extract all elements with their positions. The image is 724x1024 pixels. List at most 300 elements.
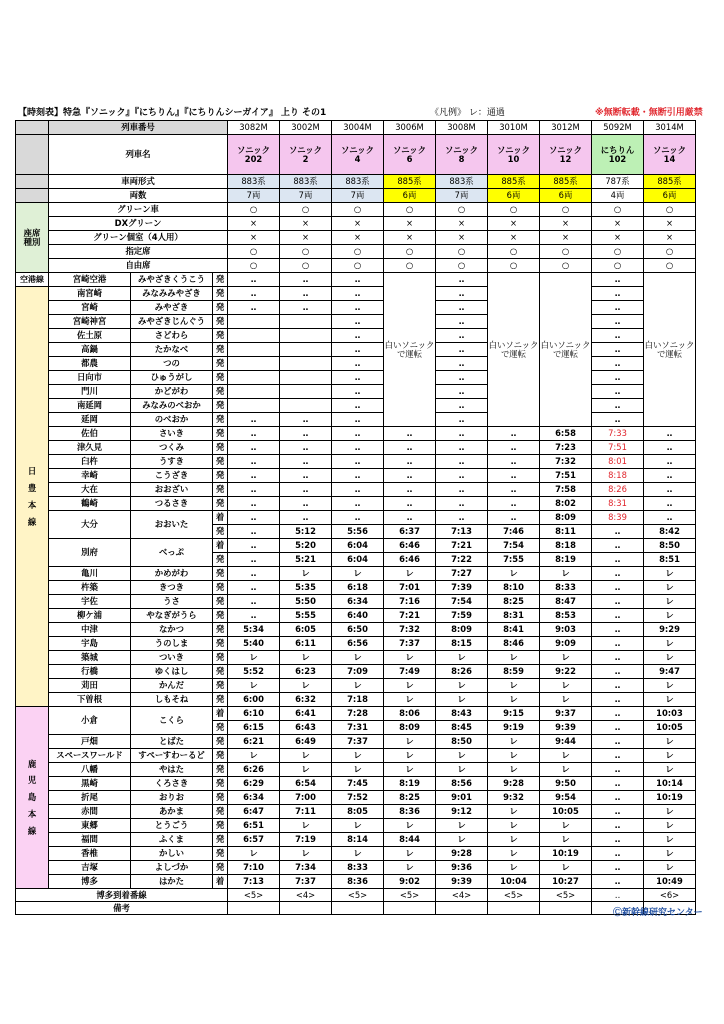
time-cell: ‥ xyxy=(436,329,488,343)
table-row xyxy=(16,567,696,581)
time-cell: ‥ xyxy=(592,581,644,595)
arrival-mark: 着 xyxy=(213,539,228,553)
time-cell: ‥ xyxy=(332,357,384,371)
time-cell: 8:46 xyxy=(488,637,540,651)
station-name: 宇島 xyxy=(49,637,131,651)
time-cell: 7:37 xyxy=(384,637,436,651)
table-row xyxy=(16,805,696,819)
time-cell: ‥ xyxy=(488,455,540,469)
time-cell: レ xyxy=(644,819,696,833)
time-cell: 7:10 xyxy=(228,861,280,875)
time-cell: 5:50 xyxy=(280,595,332,609)
seat-availability: ○ xyxy=(280,259,332,273)
time-cell: 7:28 xyxy=(332,707,384,721)
time-cell: 8:19 xyxy=(540,553,592,567)
car-type: 787系 xyxy=(592,175,644,189)
time-cell: 7:09 xyxy=(332,665,384,679)
seat-availability: ○ xyxy=(592,245,644,259)
departure-mark: 発 xyxy=(213,805,228,819)
remarks-cell xyxy=(488,902,540,915)
time-cell: ‥ xyxy=(592,301,644,315)
train-number: 3082M xyxy=(228,121,280,135)
station-name: 苅田 xyxy=(49,679,131,693)
station-reading: すぺーすわーるど xyxy=(131,749,213,763)
time-cell: 8:25 xyxy=(384,791,436,805)
departure-mark: 発 xyxy=(213,357,228,371)
departure-mark: 発 xyxy=(213,497,228,511)
departure-mark: 発 xyxy=(213,595,228,609)
station-reading: べっぷ xyxy=(131,539,213,567)
time-cell: ‥ xyxy=(592,735,644,749)
car-type: 885系 xyxy=(384,175,436,189)
time-cell: 8:09 xyxy=(540,511,592,525)
station-name: 八幡 xyxy=(49,763,131,777)
time-cell: 8:36 xyxy=(384,805,436,819)
time-cell: レ xyxy=(280,763,332,777)
time-cell: 8:39 xyxy=(592,511,644,525)
station-reading: あかま xyxy=(131,805,213,819)
time-cell: レ xyxy=(384,567,436,581)
time-cell: レ xyxy=(540,679,592,693)
station-name: 築城 xyxy=(49,651,131,665)
time-cell: レ xyxy=(540,861,592,875)
time-cell: 6:54 xyxy=(280,777,332,791)
time-cell: ‥ xyxy=(228,273,280,287)
seat-availability: × xyxy=(488,231,540,245)
time-cell: レ xyxy=(644,679,696,693)
time-cell: ‥ xyxy=(332,371,384,385)
time-cell: レ xyxy=(228,749,280,763)
time-cell: レ xyxy=(228,651,280,665)
time-cell: ‥ xyxy=(592,777,644,791)
time-cell: レ xyxy=(540,833,592,847)
station-reading: ふくま xyxy=(131,833,213,847)
time-cell: ‥ xyxy=(592,287,644,301)
time-cell: レ xyxy=(280,819,332,833)
kagoshima-line-label: 鹿 児 島 本 線 xyxy=(16,707,49,889)
train-number: 3006M xyxy=(384,121,436,135)
table-row xyxy=(16,329,696,343)
time-cell: 5:40 xyxy=(228,637,280,651)
time-cell: 5:56 xyxy=(332,525,384,539)
time-cell: 9:37 xyxy=(540,707,592,721)
time-cell: レ xyxy=(332,651,384,665)
departure-mark: 発 xyxy=(213,581,228,595)
time-cell: 8:51 xyxy=(644,553,696,567)
train-name: ソニック 14 xyxy=(644,135,696,175)
car-type: 885系 xyxy=(644,175,696,189)
time-cell: ‥ xyxy=(592,343,644,357)
time-cell: 8:26 xyxy=(436,665,488,679)
departure-mark: 発 xyxy=(213,287,228,301)
seat-availability: × xyxy=(436,217,488,231)
table-row xyxy=(16,121,696,135)
time-cell: ‥ xyxy=(592,315,644,329)
time-cell: レ xyxy=(332,567,384,581)
seat-availability: ○ xyxy=(332,203,384,217)
time-cell: 6:04 xyxy=(332,553,384,567)
time-cell: 7:46 xyxy=(488,525,540,539)
time-cell: 7:31 xyxy=(332,721,384,735)
table-row xyxy=(16,665,696,679)
arrival-mark: 着 xyxy=(213,707,228,721)
time-cell xyxy=(280,371,332,385)
time-cell: ‥ xyxy=(228,539,280,553)
time-cell: 7:51 xyxy=(592,441,644,455)
departure-mark: 発 xyxy=(213,777,228,791)
time-cell: ‥ xyxy=(592,567,644,581)
time-cell: ‥ xyxy=(488,497,540,511)
table-row xyxy=(16,497,696,511)
time-cell: ‥ xyxy=(332,483,384,497)
time-cell: 7:27 xyxy=(436,567,488,581)
time-cell: ‥ xyxy=(592,791,644,805)
station-name: 吉塚 xyxy=(49,861,131,875)
train-name: ソニック 10 xyxy=(488,135,540,175)
seat-availability: ○ xyxy=(228,259,280,273)
time-cell: レ xyxy=(644,595,696,609)
time-cell: ‥ xyxy=(332,385,384,399)
time-cell: レ xyxy=(488,763,540,777)
time-cell: 8:14 xyxy=(332,833,384,847)
time-cell: 9:29 xyxy=(644,623,696,637)
station-reading: かめがわ xyxy=(131,567,213,581)
time-cell: ‥ xyxy=(332,287,384,301)
seat-availability: ○ xyxy=(228,203,280,217)
time-cell: 7:59 xyxy=(436,609,488,623)
departure-mark: 発 xyxy=(213,399,228,413)
train-number: 3002M xyxy=(280,121,332,135)
hakata-track: <5> xyxy=(540,889,592,902)
time-cell: レ xyxy=(332,749,384,763)
time-cell: ‥ xyxy=(384,469,436,483)
time-cell: ‥ xyxy=(592,833,644,847)
time-cell: ‥ xyxy=(488,441,540,455)
time-cell: ‥ xyxy=(644,483,696,497)
seat-availability: × xyxy=(280,231,332,245)
time-cell: ‥ xyxy=(644,427,696,441)
train-name: ソニック 202 xyxy=(228,135,280,175)
time-cell: 7:52 xyxy=(332,791,384,805)
station-reading: みなみのべおか xyxy=(131,399,213,413)
time-cell: ‥ xyxy=(592,693,644,707)
station-reading: つるさき xyxy=(131,497,213,511)
table-row xyxy=(16,791,696,805)
table-row xyxy=(16,749,696,763)
table-cell xyxy=(16,175,49,189)
departure-mark: 発 xyxy=(213,329,228,343)
time-cell: ‥ xyxy=(592,329,644,343)
seat-type-label: 指定席 xyxy=(49,245,228,259)
table-row xyxy=(16,273,696,287)
time-cell: ‥ xyxy=(228,525,280,539)
time-cell: 9:28 xyxy=(488,777,540,791)
seat-availability: ○ xyxy=(332,245,384,259)
time-cell: ‥ xyxy=(592,749,644,763)
time-cell: レ xyxy=(644,637,696,651)
station-reading: たかなべ xyxy=(131,343,213,357)
station-reading: うさ xyxy=(131,595,213,609)
time-cell: ‥ xyxy=(280,273,332,287)
time-cell: ‥ xyxy=(592,609,644,623)
station-name: 東郷 xyxy=(49,819,131,833)
time-cell: レ xyxy=(488,693,540,707)
time-cell: 6:21 xyxy=(228,735,280,749)
car-type: 885系 xyxy=(540,175,592,189)
seat-availability: ○ xyxy=(488,259,540,273)
time-cell: 8:26 xyxy=(592,483,644,497)
time-cell: ‥ xyxy=(488,483,540,497)
time-cell: ‥ xyxy=(436,385,488,399)
time-cell: ‥ xyxy=(332,343,384,357)
station-reading: なかつ xyxy=(131,623,213,637)
time-cell: レ xyxy=(644,861,696,875)
table-row xyxy=(16,441,696,455)
table-row xyxy=(16,427,696,441)
table-row xyxy=(16,861,696,875)
hakata-track-label: 博多到着番線 xyxy=(16,889,228,902)
time-cell: ‥ xyxy=(332,329,384,343)
table-row xyxy=(16,469,696,483)
table-row xyxy=(16,135,696,175)
time-cell: 8:31 xyxy=(592,497,644,511)
car-count: 6両 xyxy=(384,189,436,203)
time-cell: レ xyxy=(644,763,696,777)
seat-availability: ○ xyxy=(540,245,592,259)
station-reading: さいき xyxy=(131,427,213,441)
station-reading: のべおか xyxy=(131,413,213,427)
time-cell: 6:34 xyxy=(228,791,280,805)
station-reading: よしづか xyxy=(131,861,213,875)
time-cell: 8:10 xyxy=(488,581,540,595)
station-name: 鶴崎 xyxy=(49,497,131,511)
departure-mark: 発 xyxy=(213,651,228,665)
station-name: 津久見 xyxy=(49,441,131,455)
station-reading: とうごう xyxy=(131,819,213,833)
hakata-track: <4> xyxy=(436,889,488,902)
station-name: 宇佐 xyxy=(49,595,131,609)
white-sonic-note: 白いソニック で運転 xyxy=(488,273,540,427)
time-cell: 8:45 xyxy=(436,721,488,735)
table-row xyxy=(16,875,696,889)
time-cell: レ xyxy=(488,847,540,861)
seat-type-label: グリーン個室（4人用） xyxy=(49,231,228,245)
time-cell: 8:56 xyxy=(436,777,488,791)
station-reading: きつき xyxy=(131,581,213,595)
time-cell: 7:00 xyxy=(280,791,332,805)
car-count: 6両 xyxy=(488,189,540,203)
time-cell: 6:46 xyxy=(384,553,436,567)
arrival-mark: 着 xyxy=(213,875,228,889)
train-name: ソニック 8 xyxy=(436,135,488,175)
time-cell: 9:36 xyxy=(436,861,488,875)
station-reading: かしい xyxy=(131,847,213,861)
time-cell xyxy=(228,343,280,357)
station-reading: おおいた xyxy=(131,511,213,539)
car-count-label: 両数 xyxy=(49,189,228,203)
station-reading: やはた xyxy=(131,763,213,777)
station-name: 香椎 xyxy=(49,847,131,861)
time-cell: 9:15 xyxy=(488,707,540,721)
time-cell: 7:13 xyxy=(436,525,488,539)
remarks-cell xyxy=(228,902,280,915)
hakata-track: <5> xyxy=(332,889,384,902)
time-cell: ‥ xyxy=(592,413,644,427)
train-name: ソニック 12 xyxy=(540,135,592,175)
station-name: 別府 xyxy=(49,539,131,567)
station-name: 幸崎 xyxy=(49,469,131,483)
hakata-track: ‥ xyxy=(592,889,644,902)
seat-availability: × xyxy=(488,217,540,231)
station-name: 佐伯 xyxy=(49,427,131,441)
time-cell: レ xyxy=(384,651,436,665)
time-cell: 8:42 xyxy=(644,525,696,539)
time-cell: レ xyxy=(384,847,436,861)
seat-availability: ○ xyxy=(592,259,644,273)
time-cell: 7:33 xyxy=(592,427,644,441)
time-cell: ‥ xyxy=(592,651,644,665)
time-cell: ‥ xyxy=(332,455,384,469)
time-cell: 6:47 xyxy=(228,805,280,819)
station-reading: ひゅうがし xyxy=(131,371,213,385)
time-cell: 7:19 xyxy=(280,833,332,847)
seat-availability: × xyxy=(540,231,592,245)
time-cell: 6:40 xyxy=(332,609,384,623)
time-cell: 6:23 xyxy=(280,665,332,679)
table-row xyxy=(16,623,696,637)
table-row xyxy=(16,651,696,665)
time-cell xyxy=(280,385,332,399)
copyright: Ⓒ新幹線研究センター xyxy=(613,908,703,918)
station-reading: かんだ xyxy=(131,679,213,693)
time-cell: 7:55 xyxy=(488,553,540,567)
station-name: 宮崎 xyxy=(49,301,131,315)
departure-mark: 発 xyxy=(213,301,228,315)
time-cell: ‥ xyxy=(488,511,540,525)
time-cell: ‥ xyxy=(644,511,696,525)
train-name-label: 列車名 xyxy=(49,135,228,175)
table-row xyxy=(16,399,696,413)
time-cell: レ xyxy=(644,693,696,707)
time-cell: ‥ xyxy=(280,413,332,427)
station-name: スペースワールド xyxy=(49,749,131,763)
time-cell: 7:32 xyxy=(384,623,436,637)
departure-mark: 発 xyxy=(213,413,228,427)
hakata-track: <5> xyxy=(488,889,540,902)
time-cell: レ xyxy=(644,651,696,665)
seat-availability: ○ xyxy=(488,245,540,259)
train-number: 5092M xyxy=(592,121,644,135)
time-cell xyxy=(228,385,280,399)
time-cell: ‥ xyxy=(592,679,644,693)
time-cell: ‥ xyxy=(332,497,384,511)
time-cell: レ xyxy=(488,833,540,847)
table-row xyxy=(16,609,696,623)
departure-mark: 発 xyxy=(213,371,228,385)
time-cell: 8:50 xyxy=(436,735,488,749)
station-name: 黒崎 xyxy=(49,777,131,791)
hakata-track: <5> xyxy=(384,889,436,902)
time-cell: 9:54 xyxy=(540,791,592,805)
station-reading: みなみみやざき xyxy=(131,287,213,301)
time-cell: 6:05 xyxy=(280,623,332,637)
time-cell: 8:44 xyxy=(384,833,436,847)
hakata-track: <4> xyxy=(280,889,332,902)
car-count: 7両 xyxy=(436,189,488,203)
time-cell: 7:54 xyxy=(488,539,540,553)
time-cell: ‥ xyxy=(436,357,488,371)
station-name: 南延岡 xyxy=(49,399,131,413)
time-cell: 6:32 xyxy=(280,693,332,707)
time-cell: 8:15 xyxy=(436,637,488,651)
table-row xyxy=(16,203,696,217)
time-cell: 6:11 xyxy=(280,637,332,651)
time-cell: レ xyxy=(488,679,540,693)
time-cell: ‥ xyxy=(228,441,280,455)
time-cell: 10:14 xyxy=(644,777,696,791)
table-row xyxy=(16,483,696,497)
time-cell: レ xyxy=(540,693,592,707)
station-name: 高鍋 xyxy=(49,343,131,357)
time-cell: ‥ xyxy=(436,301,488,315)
white-sonic-note: 白いソニック で運転 xyxy=(384,273,436,427)
time-cell: ‥ xyxy=(436,315,488,329)
station-name: 柳ケ浦 xyxy=(49,609,131,623)
airport-line-label: 空港線 xyxy=(16,273,49,287)
departure-mark: 発 xyxy=(213,679,228,693)
car-count: 7両 xyxy=(228,189,280,203)
time-cell: レ xyxy=(332,763,384,777)
time-cell: ‥ xyxy=(436,469,488,483)
seat-availability: ○ xyxy=(436,203,488,217)
car-count: 7両 xyxy=(280,189,332,203)
time-cell: 8:05 xyxy=(332,805,384,819)
station-reading: うのしま xyxy=(131,637,213,651)
station-reading: とばた xyxy=(131,735,213,749)
time-cell: ‥ xyxy=(592,721,644,735)
time-cell: ‥ xyxy=(436,441,488,455)
station-name: 門川 xyxy=(49,385,131,399)
seat-availability: ○ xyxy=(384,245,436,259)
time-cell: レ xyxy=(228,847,280,861)
time-cell: 6:00 xyxy=(228,693,280,707)
time-cell: 9:03 xyxy=(540,623,592,637)
hakata-track: <5> xyxy=(228,889,280,902)
departure-mark: 発 xyxy=(213,693,228,707)
time-cell: レ xyxy=(644,609,696,623)
time-cell: ‥ xyxy=(592,525,644,539)
time-cell: ‥ xyxy=(592,707,644,721)
time-cell: 9:28 xyxy=(436,847,488,861)
time-cell: レ xyxy=(488,651,540,665)
time-cell: ‥ xyxy=(436,399,488,413)
table-row xyxy=(16,189,696,203)
time-cell: 7:37 xyxy=(280,875,332,889)
time-cell: 6:15 xyxy=(228,721,280,735)
station-reading: ゆくはし xyxy=(131,665,213,679)
time-cell: ‥ xyxy=(644,455,696,469)
time-cell: レ xyxy=(436,819,488,833)
time-cell: レ xyxy=(540,651,592,665)
time-cell: 7:37 xyxy=(332,735,384,749)
car-count: 4両 xyxy=(592,189,644,203)
time-cell: 6:29 xyxy=(228,777,280,791)
seat-availability: ○ xyxy=(332,259,384,273)
time-cell: 9:50 xyxy=(540,777,592,791)
time-cell: ‥ xyxy=(228,427,280,441)
station-name: 大在 xyxy=(49,483,131,497)
time-cell: ‥ xyxy=(280,287,332,301)
